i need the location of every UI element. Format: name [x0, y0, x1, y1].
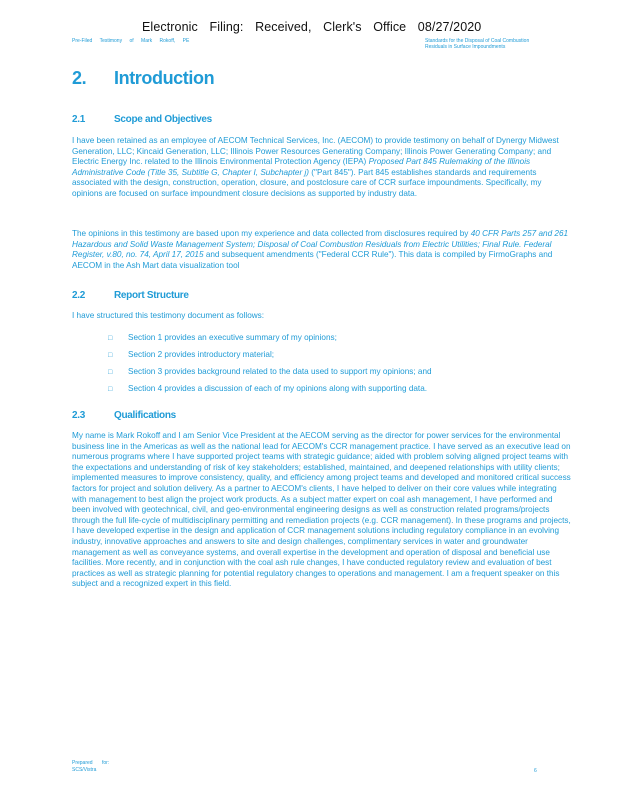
subsection-title: Scope and Objectives — [114, 114, 212, 125]
subsection-number: 2.1 — [72, 114, 86, 125]
subsection-title: Qualifications — [114, 410, 176, 421]
subsection-heading-structure — [72, 290, 189, 301]
page-number: 6 — [534, 768, 537, 774]
list-item — [108, 333, 548, 350]
paragraph-opinions-basis — [72, 229, 572, 271]
subsection-number: 2.3 — [72, 410, 86, 421]
paragraph-retained — [72, 136, 572, 200]
paragraph-emphasis: 40 CFR Parts 257 and 261 Hazardous and Solid Waste Management System; Disposal of Coal Combustion Residuals from Electric Utilities; Final Rule. Federal Register, v.80, no. 74, April 17, 2015 — [72, 229, 569, 260]
header-left: Pre-Filed Testimony of Mark Rokoff, PE — [72, 38, 190, 44]
section-list — [108, 333, 548, 401]
paragraph-text: The opinions in this testimony are based upon my experience and data collected from disclosures required by — [72, 229, 471, 238]
section-heading — [72, 68, 214, 89]
paragraph-structure-intro: I have structured this testimony document as follows: — [72, 311, 265, 320]
subsection-title: Report Structure — [114, 290, 189, 301]
filing-stamp: Electronic Filing: Received, Clerk's Office 08/27/2020 — [142, 20, 482, 34]
list-item-text: Section 2 provides introductory material; — [128, 350, 275, 359]
square-bullet-icon: □ — [108, 352, 113, 359]
paragraph-text: I have been retained as an employee of AECOM Technical Services, Inc. (AECOM) to provide testimony on behalf of Dynergy Midwest Generation, LLC; Kincaid Generation, LLC; Illinois Power Resources Generating Company; Illinois Power Generating Company; and Electric Energy Inc. related to the Illinois Environmental Protection Agency (IEPA) — [72, 136, 559, 167]
paragraph-emphasis: Proposed Part 845 Rulemaking of the Illinois Administrative Code (Title 35, Subtitle G, Chapter I, Subchapter j) — [72, 157, 531, 177]
subsection-heading-scope — [72, 114, 212, 125]
footer-prepared-for: Prepared for: SCS/Vistra — [72, 760, 110, 773]
square-bullet-icon: □ — [108, 335, 113, 342]
square-bullet-icon: □ — [108, 386, 113, 393]
subsection-number: 2.2 — [72, 290, 86, 301]
subsection-heading-qualifications — [72, 410, 176, 421]
section-title: Introduction — [114, 68, 215, 88]
list-item — [108, 384, 548, 401]
paragraph-text: ("Part 845"). Part 845 establishes standards and requirements associated with the design, construction, operation, closure, and postclosure care of CCR surface impoundments. Specifically, my opinions are focused on surface impoundment closure decisions as supported by industry data. — [72, 167, 542, 198]
list-item-text: Section 1 provides an executive summary of my opinions; — [128, 333, 337, 342]
list-item-text: Section 3 provides background related to the data used to support my opinions; and — [128, 367, 432, 376]
paragraph-qualifications: My name is Mark Rokoff and I am Senior Vice President at the AECOM serving as the director for power services for the environmental business line in the Americas as well as the national lead for AECOM's CCR management practice. I have served as an executive lead on numerous programs where I have supported project teams with strategic guidance; aided with problem solving aligned project teams with the expectations and understanding of risk of key stakeholders; established, maintained, and deepened relationships with utility clients; implemented measures to improve consistency, quality, and efficiency among project teams and developed and monitored critical success factors for project and solution delivery. As a partner to AECOM's clients, I have helped to deliver on their core values while integrating with management to best align the project work products. As a subject matter expert on coal ash management, I have performed and been involved with geotechnical, civil, and geo-environmental engineering designs as well as construction related programs/projects through the full life-cycle of multidisciplinary permitting and remediation projects (e.g. CCR management). In these programs and projects, I have developed expertise in the design and application of CCR management solutions including regulatory compliance in an evolving industry, innovative approaches and answers to site and design challenges, complimentary services in water and groundwater management as well as conveyance systems, and overall expertise in the development and operation of disposal and beneficial use facilities. More recently, and in conjunction with the coal ash rule changes, I have conducted regulatory review and evaluation of best practices as well as strategic planning for potential regulatory changes to operations and management. I am a frequent speaker on this subject and a recognized expert in this field. — [72, 431, 571, 589]
list-item-text: Section 4 provides a discussion of each of my opinions along with supporting data. — [128, 384, 428, 393]
list-item — [108, 367, 548, 384]
header-right: Standards for the Disposal of Coal Combustion Residuals in Surface Impoundments — [425, 38, 530, 50]
list-item — [108, 350, 548, 367]
square-bullet-icon: □ — [108, 369, 113, 376]
section-number: 2. — [72, 68, 87, 88]
paragraph-text: and subsequent amendments ("Federal CCR Rule"). This data is compiled by FirmoGraphs and AECOM in the Ash Mart data visualization tool — [72, 250, 553, 270]
